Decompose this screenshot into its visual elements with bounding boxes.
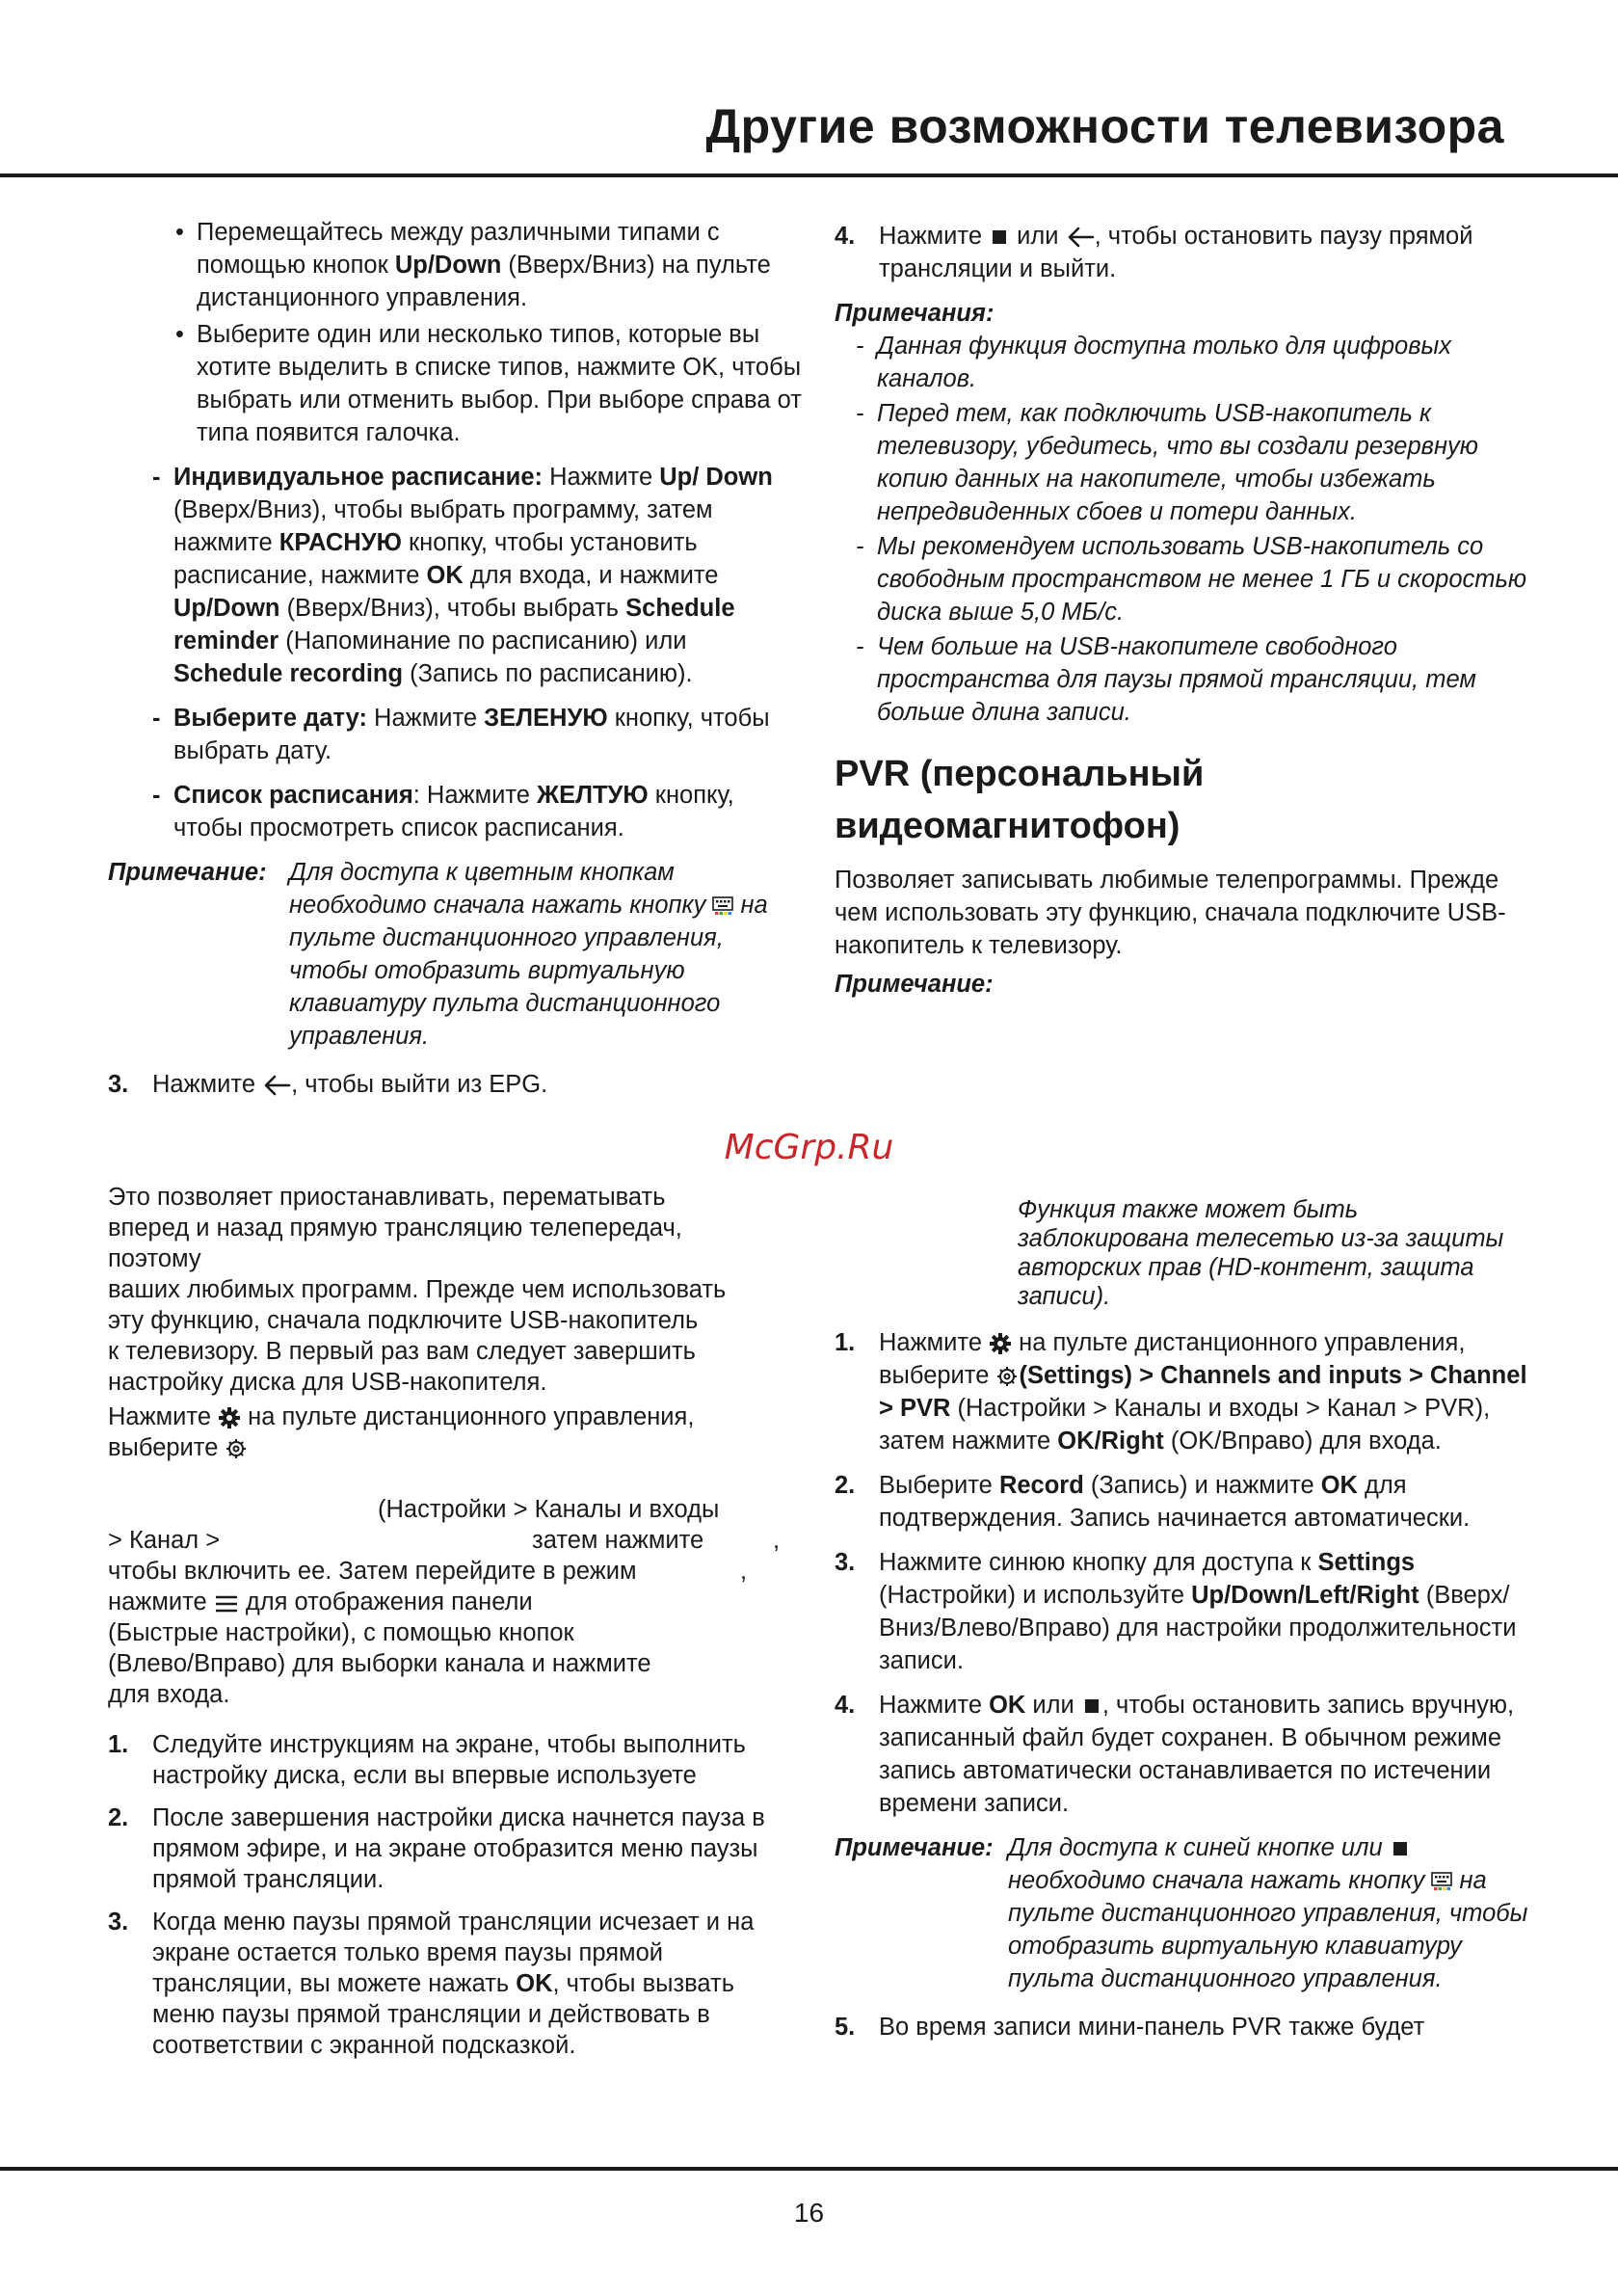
settings-path-line: (Настройки > Каналы и входы bbox=[378, 1496, 720, 1523]
page-title: Другие возможности телевизора bbox=[705, 99, 1504, 153]
channel-line: > Канал > затем нажмите , bbox=[108, 1527, 781, 1554]
to-enter-line: для входа. bbox=[108, 1681, 230, 1708]
settings-outline-icon bbox=[225, 1437, 248, 1460]
intro-line: ваших любимых программ. Прежде чем использовать bbox=[108, 1276, 727, 1303]
left-right-line: (Влево/Вправо) для выборки канала и нажмите bbox=[108, 1650, 651, 1677]
stop-icon bbox=[1393, 1842, 1407, 1855]
quick-settings-line: (Быстрые настройки), с помощью кнопок bbox=[108, 1619, 574, 1646]
intro-line: поэтому bbox=[108, 1245, 201, 1272]
pvr-intro: Позволяет записывать любимые телепрограммы. Прежде чем использовать эту функцию, сначала подключите USB-накопитель к телевизору. bbox=[835, 867, 1506, 959]
intro-line: Это позволяет приостанавливать, перематывать bbox=[108, 1184, 666, 1211]
stop-icon bbox=[1085, 1699, 1099, 1713]
step-2-live-pause: 2. После завершения настройки диска начнется пауза в прямом эфире, и на экране отобразится меню паузы прямой трансляции. bbox=[108, 1804, 765, 1893]
top-right-column bbox=[835, 220, 1528, 1001]
pvr-section-title: PVR (персональный видеомагнитофон) bbox=[835, 754, 1205, 846]
settings-outline-icon bbox=[995, 1365, 1019, 1388]
bullet-item: • Выберите один или несколько типов, которые вы хотите выделить в списке типов, нажмите OK, чтобы выбрать или отменить выбор. При выборе справа от типа появится галочка. bbox=[108, 318, 802, 449]
gear-icon bbox=[989, 1332, 1012, 1355]
menu-line: нажмите для отображения панели bbox=[108, 1589, 533, 1615]
bottom-rule bbox=[0, 2167, 1618, 2171]
bottom-right-column bbox=[835, 1195, 1528, 2055]
intro-line: к телевизору. В первый раз вам следует завершить bbox=[108, 1338, 696, 1365]
intro-line: настройку диска для USB-накопителя. bbox=[108, 1369, 547, 1396]
note-item: - Данная функция доступна только для цифровых каналов. bbox=[856, 333, 1452, 392]
step-1-open-pvr: 1. Нажмите на пульте дистанционного управления, выберите (Settings) > Channels and inputs > Channel > PVR (Настройки > Каналы и входы > Канал > PVR), затем нажмите OK/Right (OK/Вправо) для входа. bbox=[835, 1329, 1527, 1455]
bullet-item: • Перемещайтесь между различными типами с помощью кнопок Up/Down (Вверх/Вниз) на пульте дистанционного управления. bbox=[108, 216, 802, 314]
pvr-note-heading: Примечание: bbox=[835, 971, 994, 998]
notes-heading: Примечания: bbox=[835, 300, 995, 327]
step-4-stop-recording: 4. Нажмите OK или , чтобы остановить запись вручную, записанный файл будет сохранен. В обычном режиме запись автоматически останавливается по истечении времени записи. bbox=[835, 1692, 1515, 1817]
step-5-mini-panel: 5. Во время записи мини-панель PVR также будет bbox=[835, 2014, 1425, 2041]
watermark: McGrp.Ru bbox=[724, 1128, 894, 1167]
note-blue-button: Примечание: Для доступа к синей кнопке или необходимо сначала нажать кнопку на пульте дистанционного управления, чтобы отобразить виртуальную клавиатуру пульта дистанционного управления. bbox=[835, 1834, 1528, 1992]
virtual-keyboard-icon bbox=[712, 896, 733, 916]
intro-line: эту функцию, сначала подключите USB-накопитель bbox=[108, 1307, 699, 1334]
note-item: - Чем больше на USB-накопителе свободного пространства для паузы прямой трансляции, тем больше длина записи. bbox=[856, 633, 1476, 726]
step-3-settings: 3. Нажмите синюю кнопку для доступа к Settings (Настройки) и используйте Up/Down/Left/Right (Вверх/Вниз/Влево/Вправо) для настройки продолжительности записи. bbox=[835, 1549, 1517, 1674]
step-3-exit-epg: 3. Нажмите , чтобы выйти из EPG. bbox=[108, 1071, 548, 1098]
copyright-note: Функция также может быть заблокирована телесетью из-за защиты авторских прав (HD-контент, защита записи). bbox=[1018, 1196, 1504, 1310]
gear-icon bbox=[218, 1406, 241, 1429]
enable-line: чтобы включить ее. Затем перейдите в режим , bbox=[108, 1558, 748, 1585]
choose-line: выберите bbox=[108, 1432, 802, 1463]
back-arrow-icon bbox=[1066, 226, 1095, 249]
note-item: - Перед тем, как подключить USB-накопитель к телевизору, убедитесь, что вы создали резервную копию данных на накопителе, чтобы избежать непредвиденных сбоев и потери данных. bbox=[856, 400, 1478, 525]
top-left-column bbox=[108, 216, 802, 1112]
stop-icon bbox=[993, 230, 1006, 244]
bottom-left-column bbox=[108, 1182, 802, 2072]
back-arrow-icon bbox=[262, 1074, 291, 1097]
step-3-live-pause-menu: 3. Когда меню паузы прямой трансляции исчезает и на экране остается только время паузы прямой трансляции, вы можете нажать OK, чтобы вызвать меню паузы прямой трансляции и действовать в соответствии с экранной подсказкой. bbox=[108, 1909, 755, 2059]
virtual-keyboard-icon bbox=[1431, 1872, 1452, 1891]
top-rule bbox=[0, 174, 1618, 177]
step-1-disk-setup: 1. Следуйте инструкциям на экране, чтобы выполнить настройку диска, если вы впервые используете bbox=[108, 1731, 746, 1789]
dash-item-schedule-list: - Список расписания: Нажмите ЖЕЛТУЮ кнопку, чтобы просмотреть список расписания. bbox=[152, 782, 734, 841]
note-color-buttons: Примечание: Для доступа к цветным кнопкам необходимо сначала нажать кнопку на пульте дистанционного управления, чтобы отобразить виртуальную клавиатуру пульта дистанционного управления. bbox=[108, 859, 768, 1050]
step-4-stop-pause: 4. Нажмите или , чтобы остановить паузу прямой трансляции и выйти. bbox=[835, 223, 1473, 282]
note-item: - Мы рекомендуем использовать USB-накопитель со свободным пространством не менее 1 ГБ и скоростью диска выше 5,0 МБ/с. bbox=[856, 533, 1527, 626]
menu-icon bbox=[214, 1593, 239, 1615]
step-2-record: 2. Выберите Record (Запись) и нажмите OK для подтверждения. Запись начинается автоматически. bbox=[835, 1472, 1471, 1532]
intro-line: вперед и назад прямую трансляцию телепередач, bbox=[108, 1215, 682, 1241]
press-settings-line: Нажмите на пульте дистанционного управления, bbox=[108, 1403, 695, 1430]
dash-item-select-date: - Выберите дату: Нажмите ЗЕЛЕНУЮ кнопку, чтобы выбрать дату. bbox=[152, 705, 770, 764]
dash-item-custom-schedule: - Индивидуальное расписание: Нажмите Up/ Down (Вверх/Вниз), чтобы выбрать программу, затем нажмите КРАСНУЮ кнопку, чтобы установить расписание, нажмите OK для входа, и нажмите Up/Down (Вверх/Вниз), чтобы выбрать Schedule reminder (Напоминание по расписанию) или Schedule recording (Запись по расписанию). bbox=[152, 464, 773, 687]
page-number: 16 bbox=[793, 2198, 825, 2228]
